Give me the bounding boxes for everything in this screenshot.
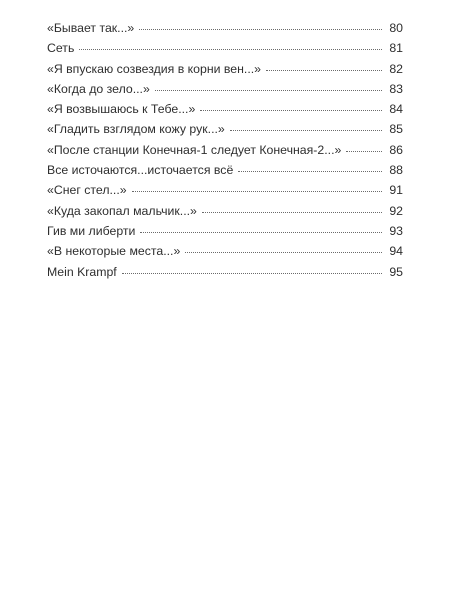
dot-leader [200,109,382,111]
toc-entry-page-number: 84 [389,102,403,117]
toc-entry-page-number: 83 [389,81,403,96]
toc-entry [47,79,403,99]
toc-entry-page-number: 94 [389,244,403,259]
toc-entry [47,201,403,221]
toc-entry-page-number: 88 [389,163,403,178]
toc-entry-page-number: 82 [389,61,403,76]
toc-entry [47,18,403,38]
toc-entry [47,221,403,241]
dot-leader [346,150,382,152]
dot-leader [79,48,382,50]
toc-entry-page-number: 81 [389,41,403,56]
toc-entry-title: Гив ми либерти [47,223,136,238]
toc-entry-title: «Снег стел...» [47,183,127,198]
toc-entry-title: Сеть [47,41,75,56]
dot-leader [185,251,382,253]
toc-entry-title: «Куда закопал мальчик...» [47,203,197,218]
toc-entry-page-number: 85 [389,122,403,137]
toc-entry [47,241,403,261]
toc-entry [47,119,403,139]
toc-entry-title: «Когда до зело...» [47,81,150,96]
dot-leader [155,89,382,91]
dot-leader [140,231,382,233]
dot-leader [122,272,382,274]
toc-entry [47,38,403,58]
toc-entry-page-number: 95 [389,264,403,279]
toc-entry [47,180,403,200]
toc-entry-page-number: 92 [389,203,403,218]
toc-entry-page-number: 80 [389,21,403,35]
toc-entry-title: «Я возвышаюсь к Тебе...» [47,102,196,117]
toc-entry [47,262,403,282]
toc-entry [47,59,403,79]
dot-leader [202,211,382,213]
toc-entry-page-number: 91 [389,183,403,198]
dot-leader [238,170,382,172]
toc-entry-page-number: 86 [389,142,403,157]
toc-entry [47,99,403,119]
toc-entry-page-number: 93 [389,223,403,238]
toc-entry-title: «После станции Конечная-1 следует Конечная-2...» [47,142,342,157]
toc-entry-title: «Бывает так...» [47,21,135,35]
table-of-contents [47,18,403,282]
toc-entry-title: «В некоторые места...» [47,244,181,259]
toc-entry [47,160,403,180]
toc-entry-title: Все источаются...источается всё [47,163,234,178]
dot-leader [132,190,382,192]
toc-entry-title: «Я впускаю созвездия в корни вен...» [47,61,262,76]
dot-leader [230,129,382,131]
toc-entry [47,140,403,160]
toc-entry-title: Mein Krampf [47,264,117,279]
dot-leader [266,69,382,71]
toc-entry-title: «Гладить взглядом кожу рук...» [47,122,225,137]
dot-leader [139,28,382,30]
